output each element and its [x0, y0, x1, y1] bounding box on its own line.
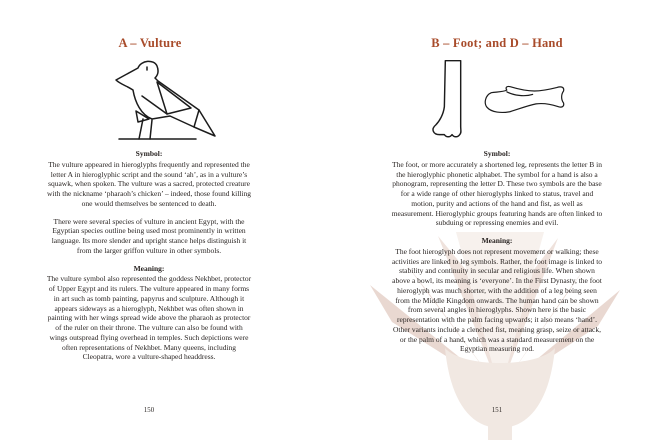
symbol-heading: Symbol: — [135, 149, 163, 158]
meaning-paragraph: The foot hieroglyph does not represent movement or walking; these activities are linked to leg symbols. Rather, the foot image is linked to stability and continuity in secular and religious life. When shown above a bowl, its meaning is ‘everyone’. In the First Dynasty, the foot hieroglyph was much shorter, with the addition of a leg being seen from the Middle Kingdom onwards. The human hand can be shown from several angles in hieroglyphs. Shown here is the basic representation with the palm facing upwards; it also means ‘hand’. Other variants include a clenched fist, meaning grasp, seize or attack, or the palm of a hand, which was a standard measurement on the Egyptian measuring rod. — [391, 246, 603, 354]
foot-hieroglyph-illustration — [429, 57, 477, 145]
meaning-heading: Meaning: — [481, 236, 513, 245]
symbol-heading: Symbol: — [483, 149, 511, 158]
hand-hieroglyph-illustration — [481, 78, 567, 116]
symbol-paragraph: The vulture appeared in hieroglyphs frequently and represented the letter A in hieroglyphic script and the sound ‘ah’, as in a vulture’s squawk, when spoken. The vulture was a sacred, protected creature with the nickname ‘pharaoh’s chicken’ – indeed, those found killing one would themselves be sentenced to death. — [47, 159, 251, 208]
right-page-body — [391, 149, 603, 354]
symbol-paragraph: The foot, or more accurately a shortened leg, represents the letter B in the hieroglyphic phonetic alphabet. The symbol for a hand is also a phonogram, representing the letter D. These two symbols are the base for a wide range of other hieroglyphs linked to status, travel and motion, purity and actions of the hand and fist, as well as measurement. Hieroglyphic groups featuring hands are often linked to subduing or repressing enemies and evil. — [391, 159, 603, 228]
symbol-paragraph-2: There were several species of vulture in ancient Egypt, with the Egyptian species outline being used most prominently in written language. Its more slender and upright stance helps distinguish it from the larger griffon vulture in other symbols. — [51, 216, 247, 255]
page-number: 150 — [143, 407, 155, 414]
page-title: B – Foot; and D – Hand — [431, 36, 563, 50]
page-right — [325, 0, 650, 440]
left-page-body — [46, 149, 252, 362]
meaning-heading: Meaning: — [133, 263, 165, 273]
page-title: A – Vulture — [118, 36, 182, 50]
meaning-paragraph: The vulture symbol also represented the goddess Nekhbet, protector of Upper Egypt and its rulers. The vulture appeared in many forms in art such as tomb painting, papyrus and sculpture. Although it appears sideways as a hieroglyph, Nekhbet was often shown in painting with her wings spread wide above the pharaoh as protector of the ruler on their throne. The vulture can also be found with wings outspread flying overhead in temples. Such depictions were often representations of Nekhbet. Many queens, including Cleopatra, wore a vulture-shaped headdress. — [46, 274, 252, 362]
page-number: 151 — [491, 407, 503, 414]
vulture-hieroglyph-illustration — [111, 56, 223, 146]
